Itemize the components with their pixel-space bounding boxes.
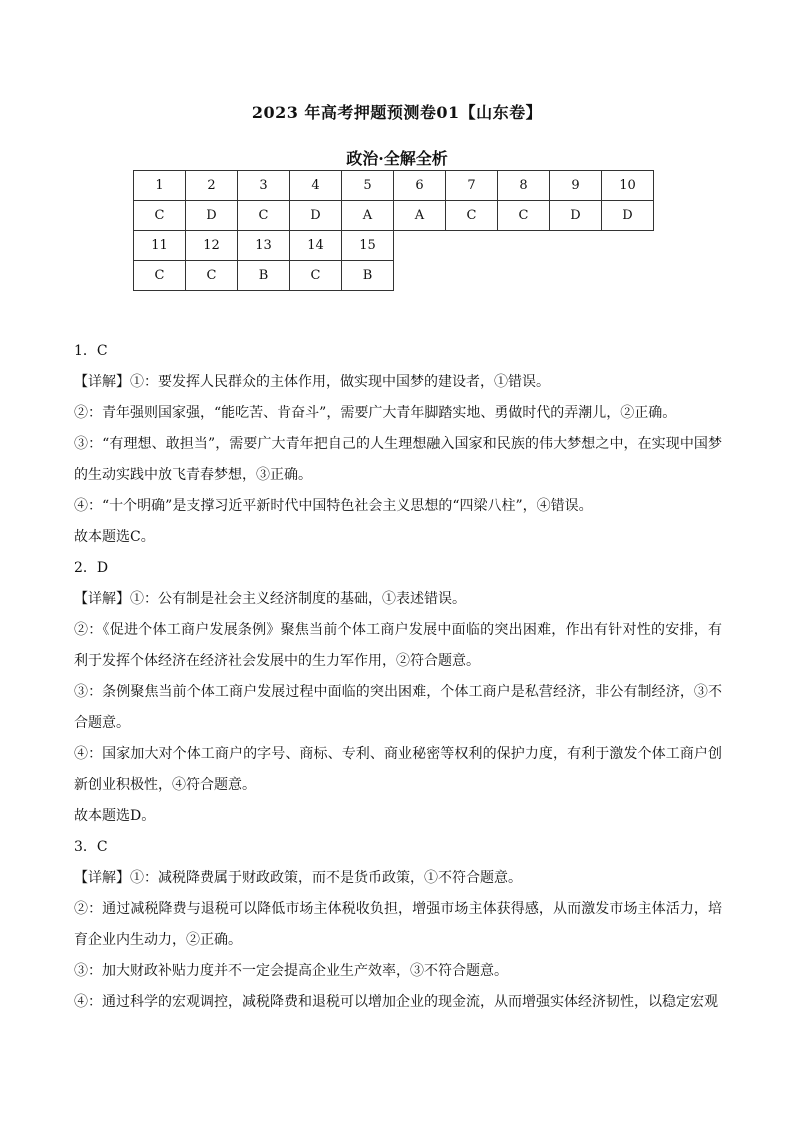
conclusion-line: 故本题选D。 [74,808,156,824]
empty-cell [550,261,602,291]
answer-table [133,170,654,291]
table-cell: 9 [550,171,602,201]
empty-cell [498,261,550,291]
table-cell: 13 [238,231,290,261]
question-heading: 1．C [74,343,108,359]
explanation-line: ②：通过减税降费与退税可以降低市场主体税收负担，增强市场主体获得感，从而激发市场主体活力，培育企业内生动力，②正确。 [74,901,722,948]
table-cell: 5 [342,171,394,201]
table-cell: D [550,201,602,231]
conclusion-line: 故本题选C。 [74,529,155,545]
table-cell: A [394,201,446,231]
question-heading: 3．C [74,839,108,855]
question-heading: 2．D [74,560,109,576]
table-row [134,261,654,291]
table-cell: 15 [342,231,394,261]
table-cell: C [446,201,498,231]
explanation-line: 【详解】①：减税降费属于财政政策，而不是货币政策，①不符合题意。 [74,870,522,886]
table-cell: D [186,201,238,231]
explanation-line: 【详解】①：要发挥人民群众的主体作用，做实现中国梦的建设者，①错误。 [74,374,550,390]
explanation-line: ②：青年强则国家强，“能吃苦、肯奋斗”，需要广大青年脚踏实地、勇做时代的弄潮儿，②正确。 [74,405,677,421]
explanation-line: ③：条例聚焦当前个体工商户发展过程中面临的突出困难，个体工商户是私营经济，非公有制经济，③不合题意。 [74,684,722,731]
table-cell: 12 [186,231,238,261]
table-cell: C [134,261,186,291]
table-cell: 2 [186,171,238,201]
table-cell: 11 [134,231,186,261]
table-cell: 6 [394,171,446,201]
table-row [134,231,654,261]
table-cell: 8 [498,171,550,201]
explanation-line: 【详解】①：公有制是社会主义经济制度的基础，①表述错误。 [74,591,466,607]
empty-cell [550,231,602,261]
empty-cell [446,261,498,291]
table-cell: B [238,261,290,291]
empty-cell [602,261,654,291]
explanation-line: ④：“十个明确”是支撑习近平新时代中国特色社会主义思想的“四梁八柱”，④错误。 [74,498,593,514]
page-title: 2023 年高考押题预测卷01【山东卷】 [251,103,543,122]
empty-cell [394,231,446,261]
explanation-line: ②：《促进个体工商户发展条例》聚焦当前个体工商户发展中面临的突出困难，作出有针对性的安排，有利于发挥个体经济在经济社会发展中的生力军作用，②符合题意。 [74,622,722,669]
table-cell: 7 [446,171,498,201]
empty-cell [602,231,654,261]
page-subtitle: 政治·全解全析 [346,149,448,168]
explanation-line: ③：“有理想、敢担当”，需要广大青年把自己的人生理想融入国家和民族的伟大梦想之中，在实现中国梦的生动实践中放飞青春梦想，③正确。 [74,436,722,483]
table-cell: A [342,201,394,231]
table-cell: C [186,261,238,291]
table-cell: C [134,201,186,231]
empty-cell [446,231,498,261]
solutions-body [74,336,722,1018]
table-cell: D [290,201,342,231]
table-cell: B [342,261,394,291]
table-cell: D [602,201,654,231]
table-cell: 1 [134,171,186,201]
table-cell: C [498,201,550,231]
table-cell: 3 [238,171,290,201]
explanation-line: ③：加大财政补贴力度并不一定会提高企业生产效率，③不符合题意。 [74,963,508,979]
empty-cell [394,261,446,291]
table-cell: 14 [290,231,342,261]
empty-cell [498,231,550,261]
table-cell: C [290,261,342,291]
table-cell: C [238,201,290,231]
table-row [134,201,654,231]
table-cell: 10 [602,171,654,201]
table-row [134,171,654,201]
table-cell: 4 [290,171,342,201]
explanation-line: ④：国家加大对个体工商户的字号、商标、专利、商业秘密等权利的保护力度，有利于激发个体工商户创新创业积极性，④符合题意。 [74,746,722,793]
explanation-line: ④：通过科学的宏观调控，减税降费和退税可以增加企业的现金流，从而增强实体经济韧性，以稳定宏观 [74,994,718,1010]
